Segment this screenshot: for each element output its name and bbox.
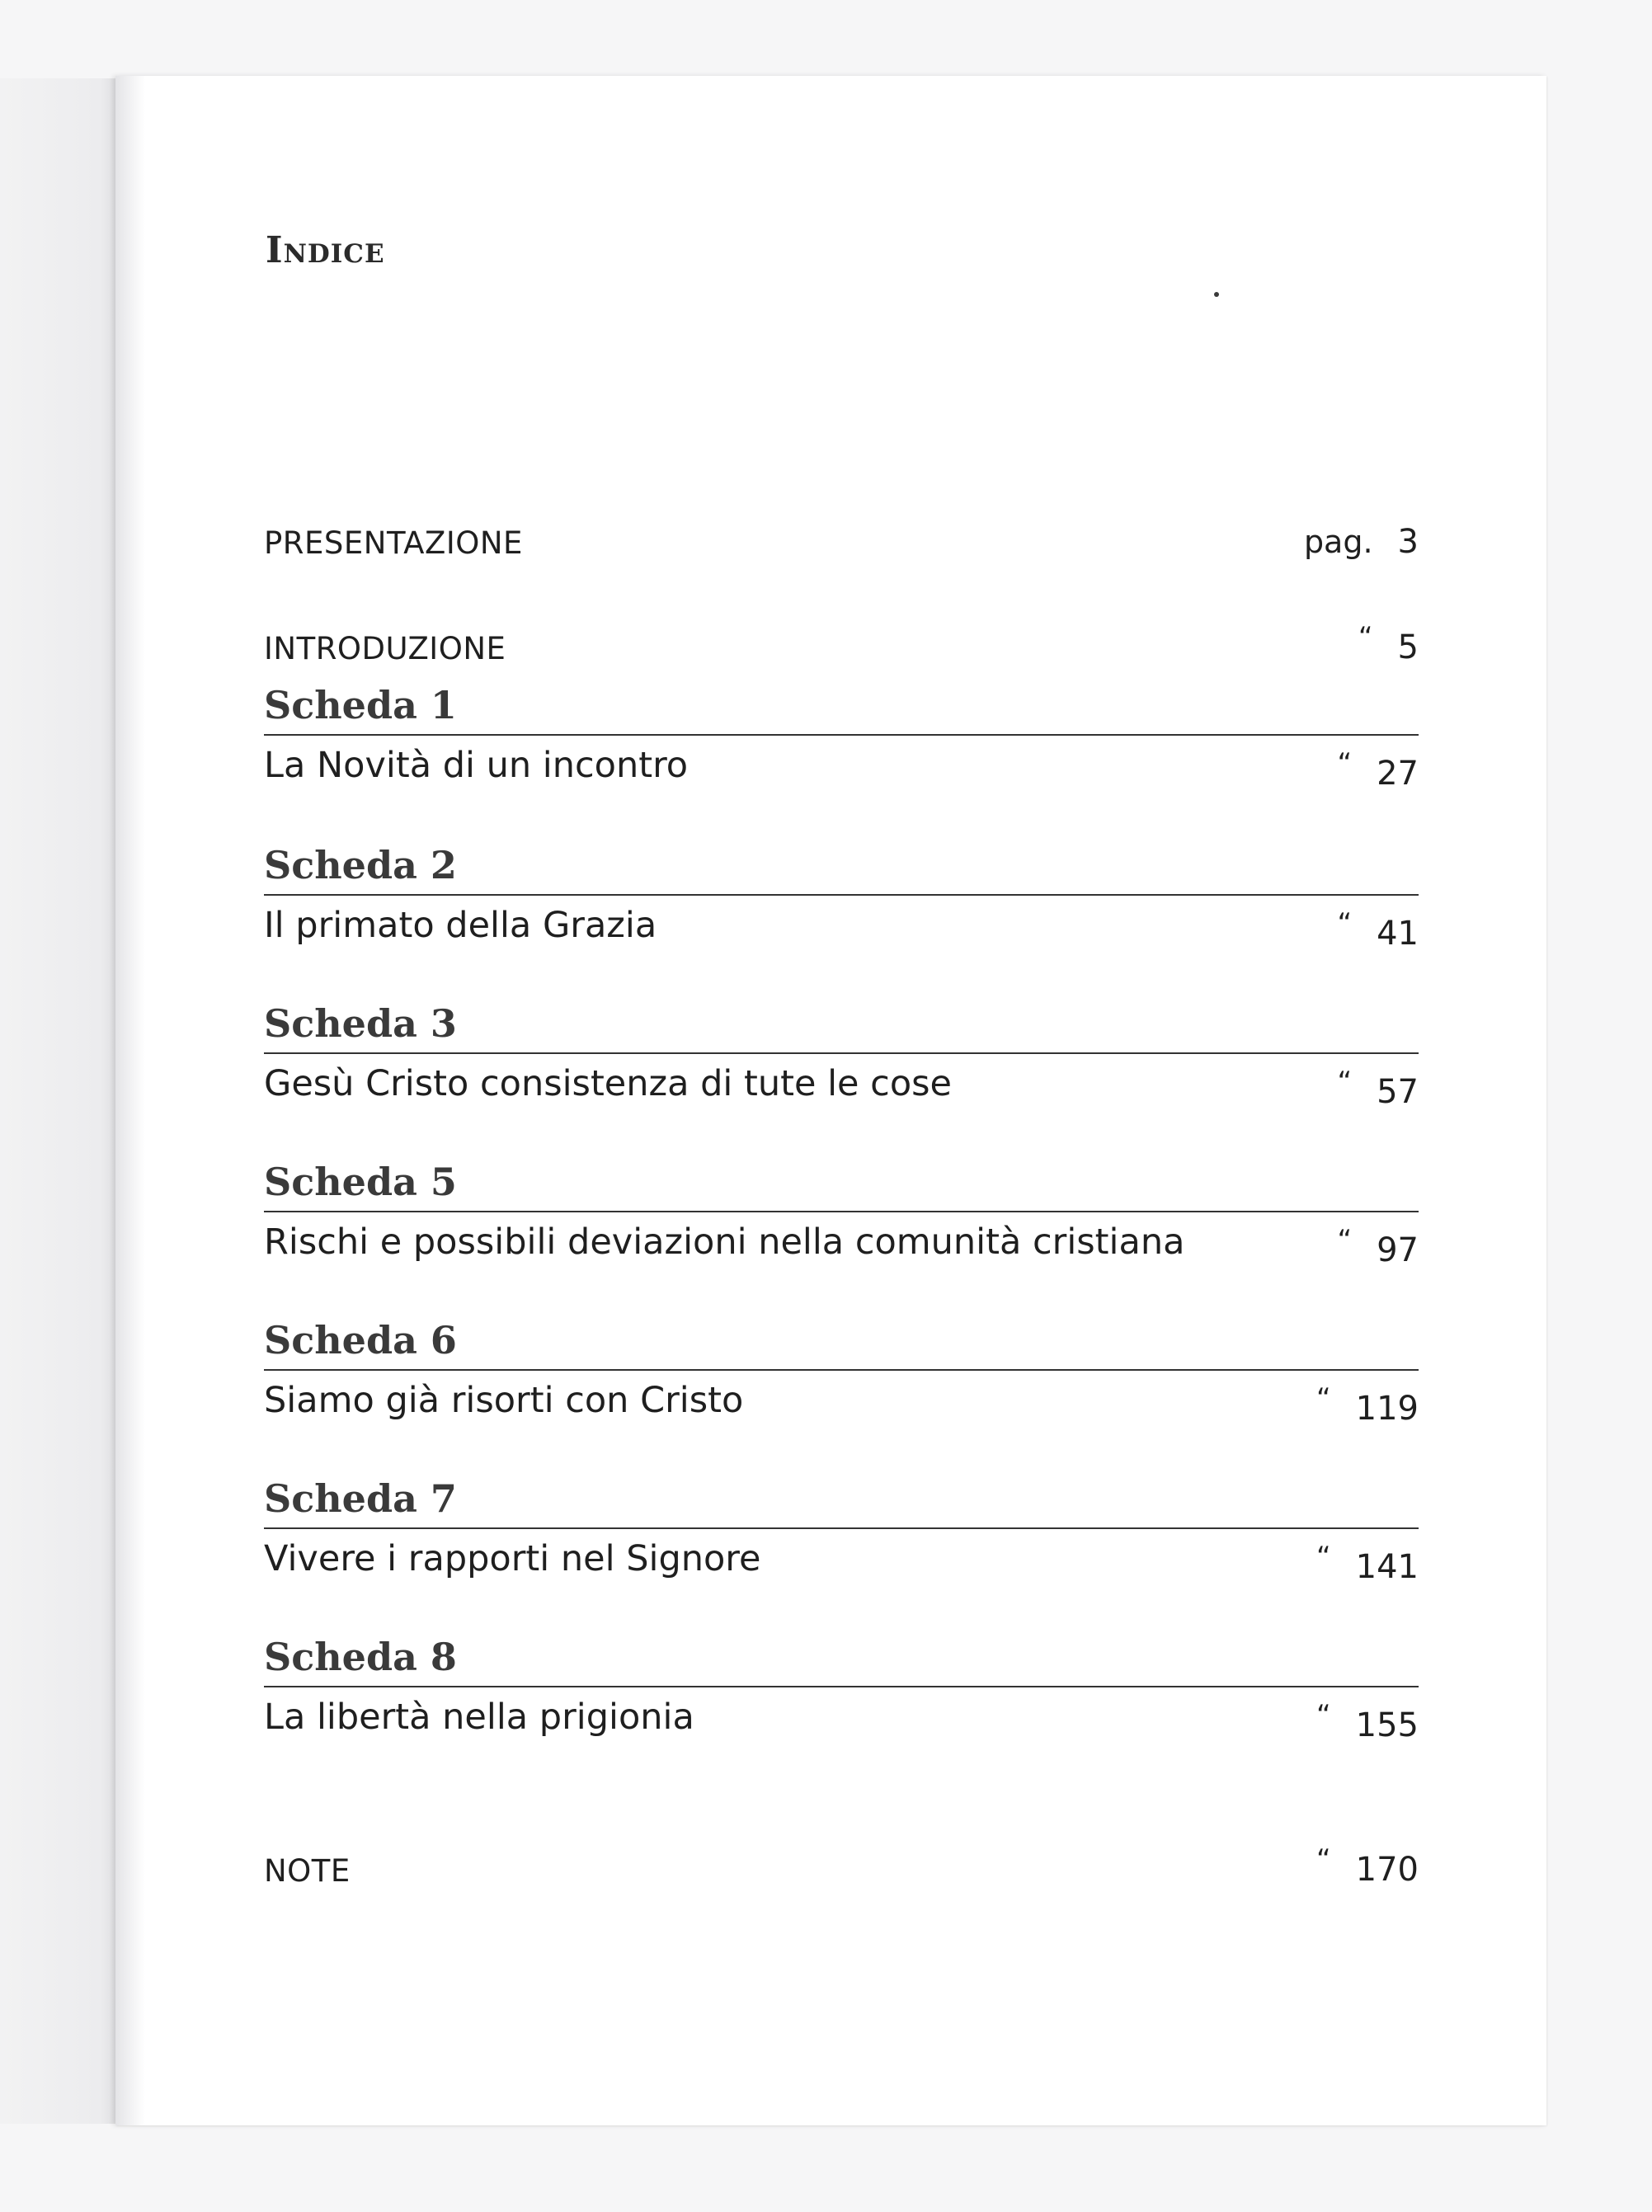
ditto-mark: “ (1316, 1843, 1331, 1876)
scheda-heading: Scheda 7 (264, 1476, 457, 1521)
ditto-mark: “ (1337, 1066, 1353, 1099)
toc-page-ref (1337, 1224, 1419, 1269)
toc-entry-label: INTRODUZIONE (264, 631, 506, 666)
toc-entry-note (264, 1839, 1419, 1889)
toc-scheda-6 (264, 1318, 1419, 1442)
page-number: 41 (1377, 915, 1419, 953)
toc-page-ref (1316, 1382, 1419, 1428)
ditto-mark: “ (1337, 1224, 1353, 1257)
ditto-mark: “ (1316, 1382, 1331, 1415)
index-title: Indice (266, 229, 385, 271)
page-number: 170 (1355, 1851, 1419, 1889)
toc-page-ref (1316, 1699, 1419, 1744)
toc-scheda-1 (264, 683, 1419, 807)
scheda-title: La Novità di un incontro (264, 745, 689, 786)
scheda-title: Il primato della Grazia (264, 905, 657, 946)
toc-scheda-7 (264, 1476, 1419, 1600)
page-number: 3 (1397, 523, 1419, 561)
scheda-title: Gesù Cristo consistenza di tute le cose (264, 1063, 952, 1104)
toc-page-ref (1337, 747, 1419, 793)
ditto-mark: “ (1337, 747, 1353, 780)
toc-page-ref (1316, 1843, 1419, 1889)
page-number: 141 (1355, 1548, 1419, 1586)
toc-entry-presentazione (264, 511, 1419, 561)
scheda-title: Vivere i rapporti nel Signore (264, 1538, 761, 1579)
scheda-rule (264, 894, 1419, 896)
scheda-heading: Scheda 2 (264, 843, 457, 887)
toc-scheda-5 (264, 1160, 1419, 1283)
index-page (115, 76, 1546, 2125)
toc-page-ref (1337, 907, 1419, 953)
page-number: 27 (1377, 755, 1419, 793)
toc-page-ref (1358, 621, 1419, 666)
page-number: 5 (1397, 628, 1419, 666)
ditto-mark: “ (1316, 1541, 1331, 1574)
page-number: 97 (1377, 1231, 1419, 1269)
toc-page-ref (1316, 1541, 1419, 1586)
ink-speck (1214, 292, 1219, 297)
scheda-heading: Scheda 6 (264, 1318, 457, 1362)
toc-page-ref (1337, 1066, 1419, 1111)
scheda-rule (264, 1686, 1419, 1687)
toc-entry-introduzione (264, 617, 1419, 666)
scheda-heading: Scheda 5 (264, 1160, 457, 1204)
ditto-mark: “ (1337, 907, 1353, 940)
scheda-rule (264, 1211, 1419, 1212)
scheda-heading: Scheda 3 (264, 1001, 457, 1046)
scheda-title: Rischi e possibili deviazioni nella comunità cristiana (264, 1221, 1185, 1263)
scheda-title: La libertà nella prigionia (264, 1697, 694, 1738)
toc-scheda-8 (264, 1635, 1419, 1758)
toc-entry-label: PRESENTAZIONE (264, 525, 523, 561)
page-gutter-shadow (115, 76, 145, 2125)
page-number: 119 (1355, 1390, 1419, 1428)
toc-scheda-2 (264, 843, 1419, 967)
scheda-title: Siamo già risorti con Cristo (264, 1380, 744, 1421)
toc-entry-label: NOTE (264, 1853, 351, 1889)
ditto-mark: “ (1358, 621, 1373, 654)
scheda-rule (264, 1052, 1419, 1054)
toc-page-ref (1304, 523, 1419, 561)
page-number: 155 (1355, 1706, 1419, 1744)
scheda-rule (264, 1527, 1419, 1529)
page-number: 57 (1377, 1073, 1419, 1111)
scheda-rule (264, 734, 1419, 736)
page-prefix: pag. (1303, 524, 1373, 560)
toc-scheda-3 (264, 1001, 1419, 1125)
scheda-heading: Scheda 8 (264, 1635, 457, 1679)
ditto-mark: “ (1316, 1699, 1331, 1732)
facing-page-edge (0, 78, 125, 2124)
scheda-heading: Scheda 1 (264, 683, 457, 727)
scheda-rule (264, 1369, 1419, 1371)
